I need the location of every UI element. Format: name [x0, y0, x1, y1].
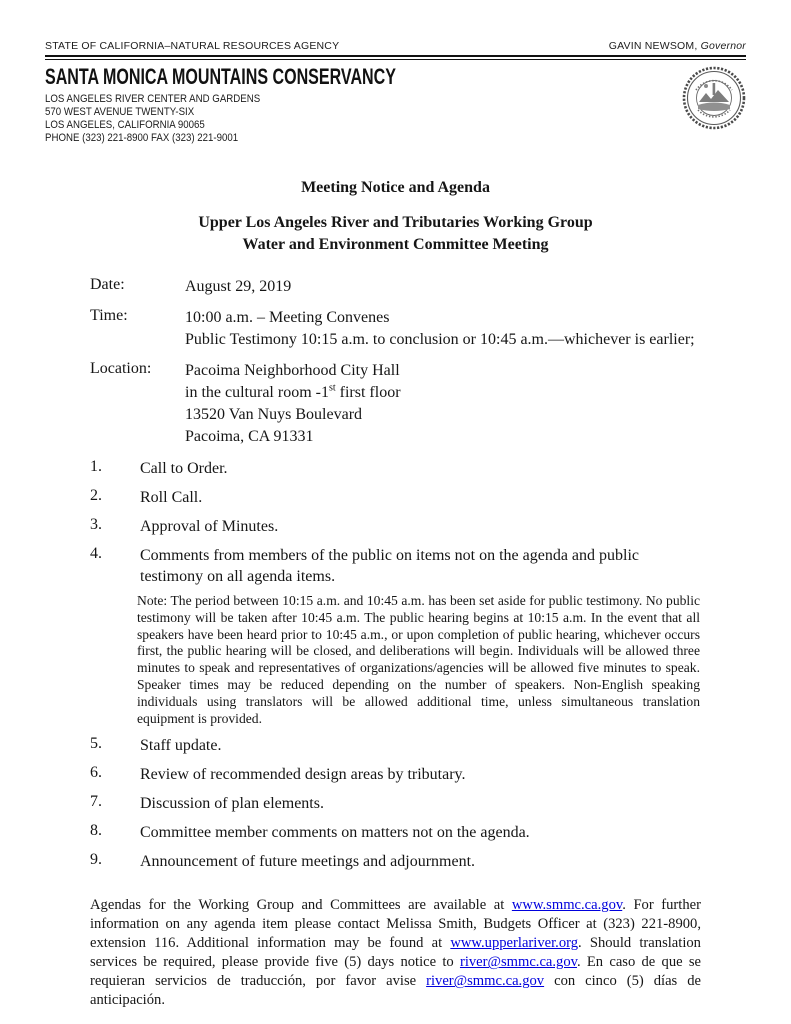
address-line: LOS ANGELES, CALIFORNIA 90065: [45, 119, 205, 131]
footer-text: Agendas for the Working Group and Committees are available at: [90, 897, 512, 914]
address-line: 570 WEST AVENUE TWENTY-SIX: [45, 106, 195, 118]
footer-link[interactable]: www.upperlariver.org: [450, 935, 579, 952]
letterhead-rule: [45, 55, 746, 60]
footer-link[interactable]: river@smmc.ca.gov: [426, 973, 545, 990]
agenda-item-text: Approval of Minutes.: [140, 518, 279, 535]
agenda-item-number: 4.: [90, 545, 102, 562]
agenda-item-text: Comments from members of the public on items not on the agenda and public testimony on all agenda items.: [140, 547, 640, 585]
letterhead-address-block: [45, 64, 526, 145]
governor-name: GAVIN NEWSOM,: [608, 40, 698, 52]
agenda-item-3: [90, 516, 746, 537]
letterhead-top-row: [45, 40, 746, 55]
meeting-details: [90, 276, 746, 448]
conservancy-seal-icon: [682, 66, 746, 130]
agenda-item-number: 6.: [90, 764, 102, 782]
agenda-item-number: 1.: [90, 458, 102, 475]
governor-title: Governor: [700, 40, 746, 52]
footer-paragraph: [90, 896, 701, 1010]
agenda-item-number: 7.: [90, 793, 102, 811]
footer-link[interactable]: www.smmc.ca.gov: [511, 897, 623, 914]
date-row: [90, 276, 746, 298]
footer-text: . Should translation services be required, please provide five (5) days notice to: [90, 935, 701, 971]
address-line: PHONE (323) 221-8900 FAX (323) 221-9001: [45, 132, 239, 144]
agenda-item-4: [90, 545, 746, 587]
time-line-2: Public Testimony 10:15 a.m. to conclusion or 10:45 a.m.—whichever is earlier;: [185, 331, 695, 348]
document-title: Meeting Notice and Agenda: [301, 179, 490, 196]
location-row: [90, 360, 746, 448]
agenda-item-number: 8.: [90, 822, 102, 840]
location-line-3: 13520 Van Nuys Boulevard: [185, 406, 363, 423]
location-line-1: Pacoima Neighborhood City Hall: [185, 362, 400, 379]
subtitle-line-2: Water and Environment Committee Meeting: [242, 236, 549, 253]
public-testimony-note: Note: The period between 10:15 a.m. and 10:45 a.m. has been set aside for public testimony. No public testimony will be taken after 10:45 a.m. The public hearing begins at 10:15 a.m. In the event that all speakers have been heard prior to 10:45 a.m., or upon completion of public hearing, whichever occurs first, the public hearing will be closed, and deliberations will begin. Individuals will be allowed three minutes to speak and representatives of organizations/agencies will be allowed five minutes to speak. Speaker times may be reduced depending on the number of speakers. Non-English speaking individuals using translators will be allowed additional time, unless simultaneous translation equipment is provided.: [137, 593, 700, 726]
governor-line: [609, 40, 746, 52]
agenda-item-1: [90, 458, 746, 479]
time-label: Time:: [90, 307, 128, 324]
date-label: Date:: [90, 276, 125, 293]
agenda-list: [90, 458, 746, 872]
location-value: [185, 360, 401, 448]
agenda-item-2: [90, 487, 746, 508]
location-line-2: in the cultural room -1st first floor: [185, 382, 401, 401]
location-line-4: Pacoima, CA 91331: [185, 428, 314, 445]
agenda-item-8: [90, 822, 746, 843]
organization-name: SANTA MONICA MOUNTAINS CONSERVANCY: [45, 64, 396, 89]
agenda-item-6: [90, 764, 746, 785]
footer-text: con cinco (5) días de anticipación.: [90, 973, 701, 1009]
agenda-item-number: 2.: [90, 487, 102, 504]
address-line: LOS ANGELES RIVER CENTER AND GARDENS: [45, 93, 261, 105]
footer-link[interactable]: river@smmc.ca.gov: [459, 954, 577, 971]
footer-text: . For further information on any agenda item please contact Melissa Smith, Budgets Officer at (323) 221-8900, extension 116. Additional information may be found at: [90, 897, 701, 952]
footer-text: . En caso de que se requieran servicios de traducción, por favor avise: [90, 954, 701, 990]
agenda-item-text: Announcement of future meetings and adjournment.: [140, 853, 476, 871]
agenda-item-text: Discussion of plan elements.: [140, 795, 324, 813]
agenda-item-text: Committee member comments on matters not on the agenda.: [140, 824, 530, 842]
letterhead: [45, 64, 746, 145]
agenda-item-text: Call to Order.: [140, 460, 228, 477]
agenda-item-number: 9.: [90, 851, 102, 869]
agenda-item-9: [90, 851, 746, 872]
time-row: [90, 307, 746, 351]
date-value: August 29, 2019: [185, 278, 292, 295]
subtitle-line-1: Upper Los Angeles River and Tributaries Working Group: [198, 214, 593, 231]
agenda-item-5: [90, 735, 746, 756]
agency-line: STATE OF CALIFORNIA–NATURAL RESOURCES AGENCY: [45, 40, 340, 52]
agenda-item-text: Review of recommended design areas by tributary.: [140, 766, 466, 784]
document-subtitle: [45, 212, 746, 256]
time-value: [185, 307, 695, 351]
agenda-item-number: 5.: [90, 735, 102, 753]
agenda-item-7: [90, 793, 746, 814]
time-line-1: 10:00 a.m. – Meeting Convenes: [185, 309, 390, 326]
agenda-item-text: Roll Call.: [140, 489, 203, 506]
location-label: Location:: [90, 360, 152, 377]
agenda-item-number: 3.: [90, 516, 102, 533]
agenda-item-text: Staff update.: [140, 737, 222, 755]
